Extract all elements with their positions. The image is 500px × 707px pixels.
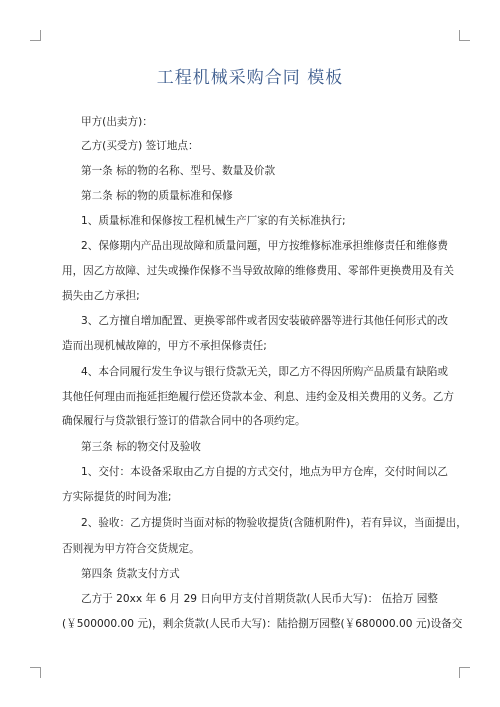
crop-mark-bottom-right bbox=[459, 667, 470, 678]
party-a-line: 甲方(出卖方)： bbox=[81, 116, 153, 128]
article-2-clause-3-line-2: 造而出现机械故障的，甲方不承担保修责任; bbox=[62, 340, 267, 352]
article-4-clause-line-1: 乙方于 20xx 年 6 月 29 日向甲方支付首期货款(人民币大写)： 伍拾万 园整 bbox=[81, 593, 438, 605]
article-3-clause-2-line-2: 否则视为甲方符合交货规定。 bbox=[62, 543, 200, 555]
crop-mark-top-left bbox=[30, 30, 41, 41]
article-2-clause-2-line-1: 2、保修期内产品出现故障和质量问题，甲方按维修标准承担维修责任和维修费 bbox=[81, 240, 448, 252]
crop-mark-bottom-left bbox=[30, 667, 41, 678]
document-title: 工程机械采购合同 模板 bbox=[156, 68, 344, 88]
article-2-clause-2-line-2: 用，因乙方故障、过失或操作保修不当导致故障的维修费用、零部件更换费用及有关 bbox=[62, 265, 454, 277]
article-1-heading: 第一条 标的物的名称、型号、数量及价款 bbox=[81, 165, 276, 177]
party-b-line: 乙方(买受方) 签订地点： bbox=[81, 140, 199, 152]
article-2-clause-3-line-1: 3、乙方擅自增加配置、更换零部件或者因安装破碎器等进行其他任何形式的改 bbox=[81, 315, 448, 327]
crop-mark-top-right bbox=[459, 30, 470, 41]
article-2-clause-4-line-2: 其他任何理由而拖延拒绝履行偿还贷款本金、利息、违约金及相关费用的义务。乙方 bbox=[62, 391, 454, 403]
article-2-heading: 第二条 标的物的质量标准和保修 bbox=[81, 190, 233, 202]
article-3-clause-1-line-2: 方实际提货的时间为准; bbox=[62, 491, 172, 503]
article-2-clause-1: 1、质量标准和保修按工程机械生产厂家的有关标准执行; bbox=[81, 215, 346, 227]
article-2-clause-4-line-1: 4、本合同履行发生争议与银行贷款无关，即乙方不得因所购产品质量有缺陷或 bbox=[81, 366, 448, 378]
article-3-clause-1-line-1: 1、交付：本设备采取由乙方自提的方式交付，地点为甲方仓库，交付时间以乙 bbox=[81, 466, 448, 478]
article-3-clause-2-line-1: 2、验收：乙方提货时当面对标的物验收提货(含随机附件)，若有异议，当面提出， bbox=[81, 517, 467, 529]
article-4-clause-line-2: (￥500000.00 元)，剩余货款(人民币大写)：陆拾捌万园整(￥680000.00 元)设备交 bbox=[62, 618, 463, 630]
article-3-heading: 第三条 标的物交付及验收 bbox=[81, 441, 201, 453]
article-4-heading: 第四条 货款支付方式 bbox=[81, 568, 180, 580]
article-2-clause-2-line-3: 损失由乙方承担; bbox=[62, 290, 140, 302]
article-2-clause-4-line-3: 确保履行与贷款银行签订的借款合同中的各项约定。 bbox=[62, 415, 306, 427]
